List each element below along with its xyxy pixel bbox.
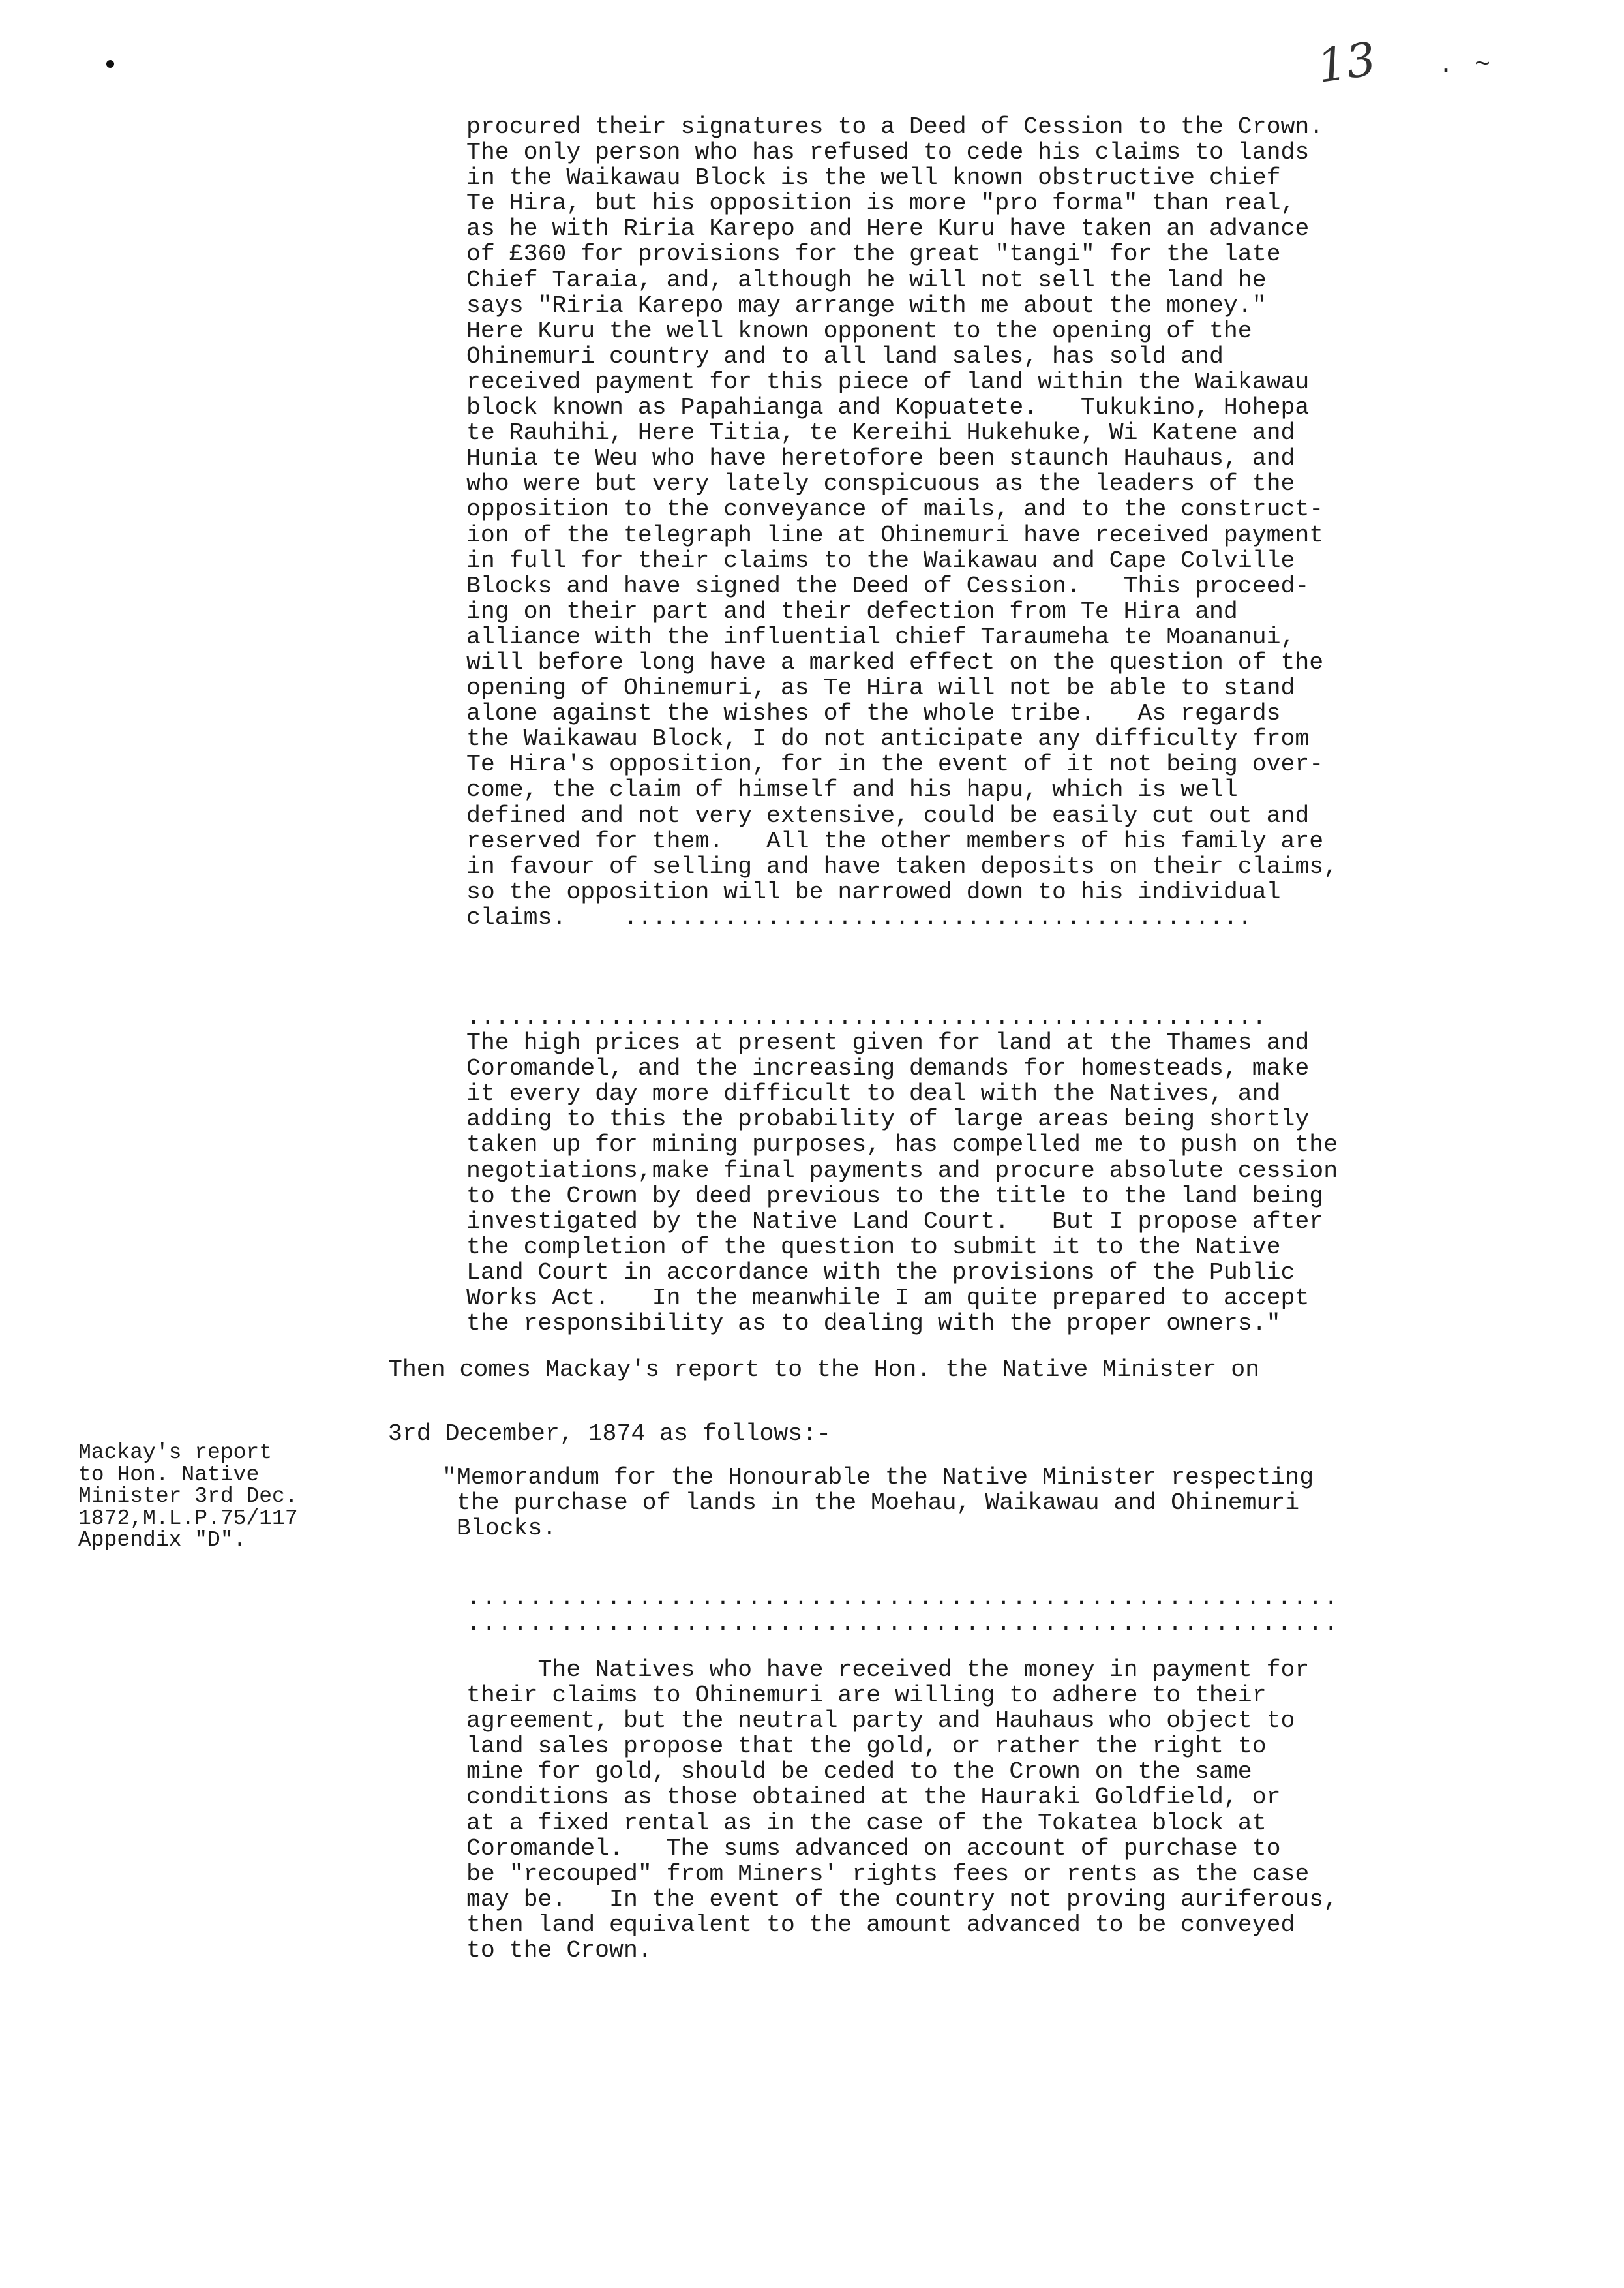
text-line: taken up for mining purposes, has compelled me to push on the	[466, 1131, 1338, 1159]
text-line: agreement, but the neutral party and Hauhaus who object to	[466, 1707, 1295, 1735]
text-line: of £360 for provisions for the great "tangi" for the late	[466, 241, 1281, 268]
text-line: defined and not very extensive, could be easily cut out and	[466, 802, 1310, 829]
text-line: received payment for this piece of land within the Waikawau	[466, 368, 1310, 395]
dot-line: ........................................................	[466, 1585, 1340, 1611]
intro-line: 3rd December, 1874 as follows:-	[388, 1420, 832, 1447]
text-line: procured their signatures to a Deed of Cession to the Crown.	[466, 114, 1324, 140]
text-line: Te Hira, but his opposition is more "pro forma" than real,	[466, 190, 1295, 217]
text-line: te Rauhihi, Here Titia, te Kereihi Hukehuke, Wi Katene and	[466, 419, 1295, 447]
text-line: reserved for them. All the other members of his family are	[466, 827, 1324, 855]
text-line: Ohinemuri country and to all land sales, has sold and	[466, 343, 1224, 370]
text-line: in the Waikawau Block is the well known obstructive chief	[466, 164, 1281, 192]
text-line: Land Court in accordance with the provisions of the Public	[466, 1258, 1295, 1286]
top-mark: . ~	[1438, 51, 1494, 80]
text-line: be "recouped" from Miners' rights fees or rents as the case	[466, 1860, 1310, 1887]
text-line: their claims to Ohinemuri are willing to adhere to their	[466, 1682, 1267, 1709]
margin-dot	[106, 60, 114, 68]
text-line: investigated by the Native Land Court. But I propose after	[466, 1208, 1324, 1235]
text-line: alliance with the influential chief Taraumeha te Moananui,	[466, 623, 1295, 650]
text-line: opening of Ohinemuri, as Te Hira will not be able to stand	[466, 675, 1295, 702]
text-line: The high prices at present given for land at the Thames and	[466, 1030, 1310, 1057]
margin-note-line: Minister 3rd Dec.	[78, 1484, 298, 1508]
text-line: land sales propose that the gold, or rather the right to	[466, 1733, 1267, 1760]
text-line: Coromandel, and the increasing demands for homesteads, make	[466, 1055, 1310, 1082]
text-line: it every day more difficult to deal with the Natives, and	[466, 1080, 1281, 1108]
text-line: to the Crown.	[466, 1937, 652, 1964]
text-line: the purchase of lands in the Moehau, Waikawau and Ohinemuri	[442, 1489, 1300, 1517]
memorandum-body	[466, 1657, 1497, 1963]
text-line: Chief Taraia, and, although he will not sell the land he	[466, 266, 1267, 294]
intro-line: Then comes Mackay's report to the Hon. the Native Minister on	[388, 1356, 1260, 1383]
text-line: mine for gold, should be ceded to the Crown on the same	[466, 1758, 1252, 1786]
intro-paragraph	[388, 1357, 1497, 1382]
text-line: come, the claim of himself and his hapu, which is well	[466, 776, 1238, 804]
text-line: the completion of the question to submit it to the Native	[466, 1233, 1281, 1260]
margin-note	[78, 1442, 365, 1551]
text-line: ing on their part and their defection from Te Hira and	[466, 598, 1238, 625]
text-line: Coromandel. The sums advanced on account of purchase to	[466, 1835, 1281, 1862]
dot-line: ........................................................	[466, 1610, 1340, 1638]
text-line: opposition to the conveyance of mails, and to the construct-	[466, 496, 1324, 523]
text-line: block known as Papahianga and Kopuatete. Tukukino, Hohepa	[466, 394, 1310, 421]
text-line: The Natives who have received the money in payment for	[466, 1656, 1310, 1683]
text-line: Works Act. In the meanwhile I am quite prepared to accept	[466, 1285, 1310, 1312]
margin-note-line: 1872,M.L.P.75/117	[78, 1506, 298, 1531]
page-number: 13	[1314, 32, 1379, 93]
text-line: conditions as those obtained at the Hauraki Goldfield, or	[466, 1784, 1281, 1811]
text-line: says "Riria Karepo may arrange with me about the money."	[466, 292, 1267, 319]
text-line: who were but very lately conspicuous as the leaders of the	[466, 470, 1295, 498]
margin-note-line: Appendix "D".	[78, 1528, 247, 1552]
margin-note-line: Mackay's report	[78, 1441, 273, 1465]
text-line: The only person who has refused to cede his claims to lands	[466, 139, 1310, 166]
margin-note-line: to Hon. Native	[78, 1462, 260, 1487]
text-line: negotiations,make final payments and procure absolute cession	[466, 1157, 1338, 1184]
quoted-report-part-2	[466, 1005, 1497, 1336]
text-line: alone against the wishes of the whole tribe. As regards	[466, 700, 1281, 727]
text-line: Blocks and have signed the Deed of Cession. This proceed-	[466, 572, 1310, 600]
text-line: to the Crown by deed previous to the title to the land being	[466, 1182, 1324, 1210]
text-line: ion of the telegraph line at Ohinemuri have received payment	[466, 521, 1324, 549]
text-line: the responsibility as to dealing with the proper owners."	[466, 1310, 1281, 1337]
text-line: the Waikawau Block, I do not anticipate any difficulty from	[466, 725, 1310, 753]
text-line: at a fixed rental as in the case of the Tokatea block at	[466, 1809, 1267, 1837]
text-line: then land equivalent to the amount advanced to be conveyed	[466, 1911, 1295, 1938]
text-line: in favour of selling and have taken deposits on their claims,	[466, 853, 1338, 880]
ellipsis-separator	[466, 1585, 1497, 1636]
text-line: adding to this the probability of large areas being shortly	[466, 1106, 1310, 1133]
text-line: ........................................................	[466, 1004, 1267, 1031]
text-line: so the opposition will be narrowed down to his individual	[466, 878, 1281, 906]
intro-date-line	[388, 1421, 1497, 1446]
text-line: claims. ............................................	[466, 904, 1252, 931]
quoted-report-part-1	[466, 114, 1497, 930]
text-line: "Memorandum for the Honourable the Native Minister respecting	[442, 1464, 1314, 1491]
text-line: Here Kuru the well known opponent to the opening of the	[466, 317, 1252, 344]
text-line: Blocks.	[442, 1515, 557, 1542]
memorandum-heading	[442, 1465, 1499, 1541]
text-line: Hunia te Weu who have heretofore been staunch Hauhaus, and	[466, 445, 1295, 472]
text-line: may be. In the event of the country not proving auriferous,	[466, 1885, 1338, 1913]
text-line: as he with Riria Karepo and Here Kuru have taken an advance	[466, 215, 1310, 243]
text-line: will before long have a marked effect on the question of the	[466, 648, 1324, 676]
text-line: Te Hira's opposition, for in the event of it not being over-	[466, 751, 1324, 778]
text-line: in full for their claims to the Waikawau and Cape Colville	[466, 547, 1295, 574]
